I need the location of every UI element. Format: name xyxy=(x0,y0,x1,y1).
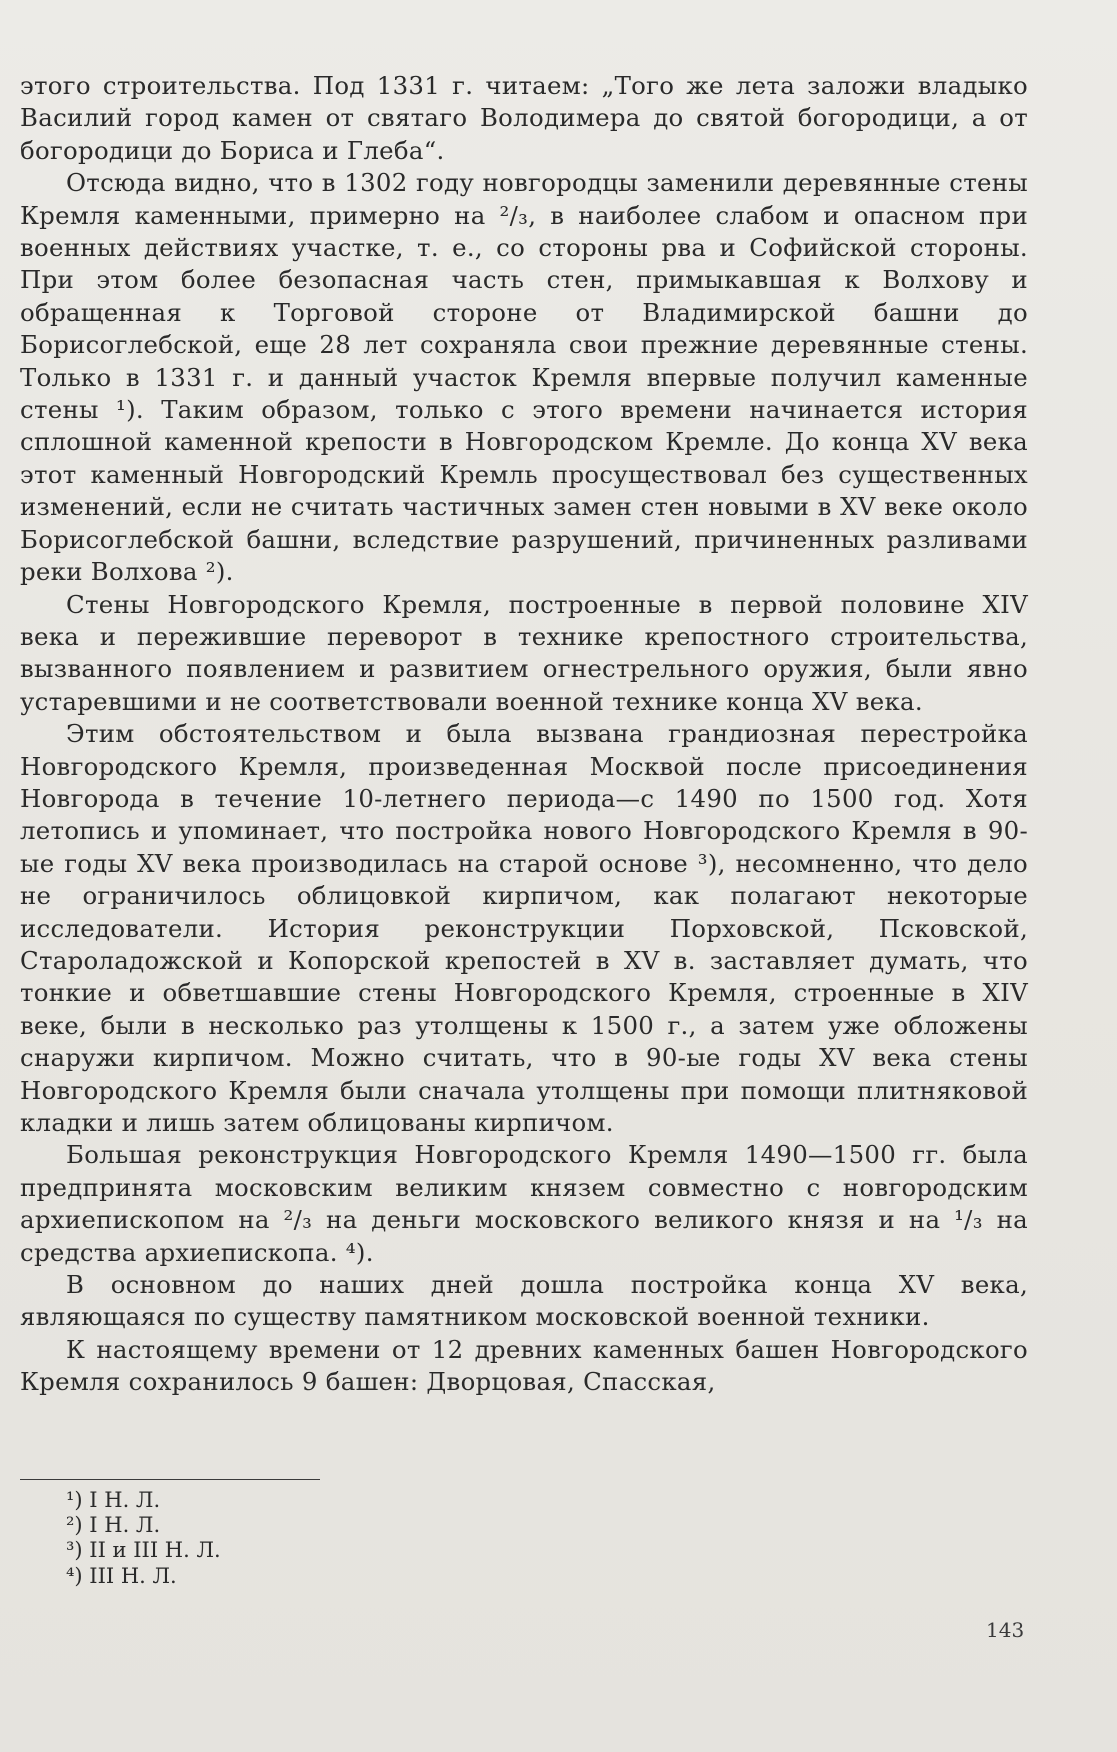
paragraph-6: В основном до наших дней дошла постройка конца XV века, являющаяся по существу памятником московской военной техники. xyxy=(20,1270,1028,1332)
footnote-2: ²) I Н. Л. xyxy=(66,1513,161,1538)
paragraph-7: К настоящему времени от 12 древних каменных башен Новгородского Кремля сохранилось 9 башен: Дворцовая, Спасская, xyxy=(20,1334,1028,1397)
paragraph-1: этого строительства. Под 1331 г. читаем: „Того же лета заложи владыко Василий город камен от святаго Володимера до святой богородици, а от богородици до Бориса и Глеба“. xyxy=(20,71,1028,165)
page-number: 143 xyxy=(986,1618,1025,1642)
paragraph-4: Этим обстоятельством и была вызвана грандиозная перестройка Новгородского Кремля, произведенная Москвой после присоединения Новгорода в течение 10-летнего периода—с 1490 по 1500 год. Хотя летопись и упоминает, что постройка нового Новгородского Кремля в 90-ые годы XV века производилась на старой основе ³), несомненно, что дело не ограничилось облицовкой кирпичом, как полагают некоторые исследователи. История реконструкции Порховской, Псковской, Староладожской и Копорской крепостей в XV в. заставляет думать, что тонкие и обветшавшие стены Новгородского Кремля, строенные в XIV веке, были в несколько раз утолщены к 1500 г., а затем уже обложены снаружи кирпичом. Можно считать, что в 90-ые годы XV века стены Новгородского Кремля были сначала утолщены при помощи плитняковой кладки и лишь затем облицованы кирпичом. xyxy=(20,719,1028,1137)
main-text xyxy=(20,70,1028,1399)
footnote-3: ³) II и III Н. Л. xyxy=(66,1538,221,1563)
footnote-4: ⁴) III Н. Л. xyxy=(66,1563,177,1588)
footnote-1: ¹) I Н. Л. xyxy=(66,1488,161,1512)
paragraph-5: Большая реконструкция Новгородского Кремля 1490—1500 гг. была предпринята московским великим князем совместно с новгородским архиепископом на ²/₃ на деньги московского великого князя и на ¹/₃ на средства архиепископа. ⁴). xyxy=(20,1140,1028,1267)
footnote-divider xyxy=(20,1479,320,1480)
paragraph-2: Отсюда видно, что в 1302 году новгородцы заменили деревянные стены Кремля каменными, примерно на ²/₃, в наиболее слабом и опасном при военных действиях участке, т. е., со стороны рва и Софийской стороны. При этом более безопасная часть стен, примыкавшая к Волхову и обращенная к Торговой стороне от Владимирской башни до Борисоглебской, еще 28 лет сохраняла свои прежние деревянные стены. Только в 1331 г. и данный участок Кремля впервые получил каменные стены ¹). Таким образом, только с этого времени начинается история сплошной каменной крепости в Новгородском Кремле. До конца XV века этот каменный Новгородский Кремль просуществовал без существенных изменений, если не считать частичных замен стен новыми в XV веке около Борисоглебской башни, вследствие разрушений, причиненных разливами реки Волхова ²). xyxy=(20,168,1028,587)
footnotes xyxy=(66,1488,221,1589)
paragraph-3: Стены Новгородского Кремля, построенные в первой половине XIV века и пережившие переворот в технике крепостного строительства, вызванного появлением и развитием огнестрельного оружия, были явно устаревшими и не соответствовали военной технике конца XV века. xyxy=(20,589,1028,716)
